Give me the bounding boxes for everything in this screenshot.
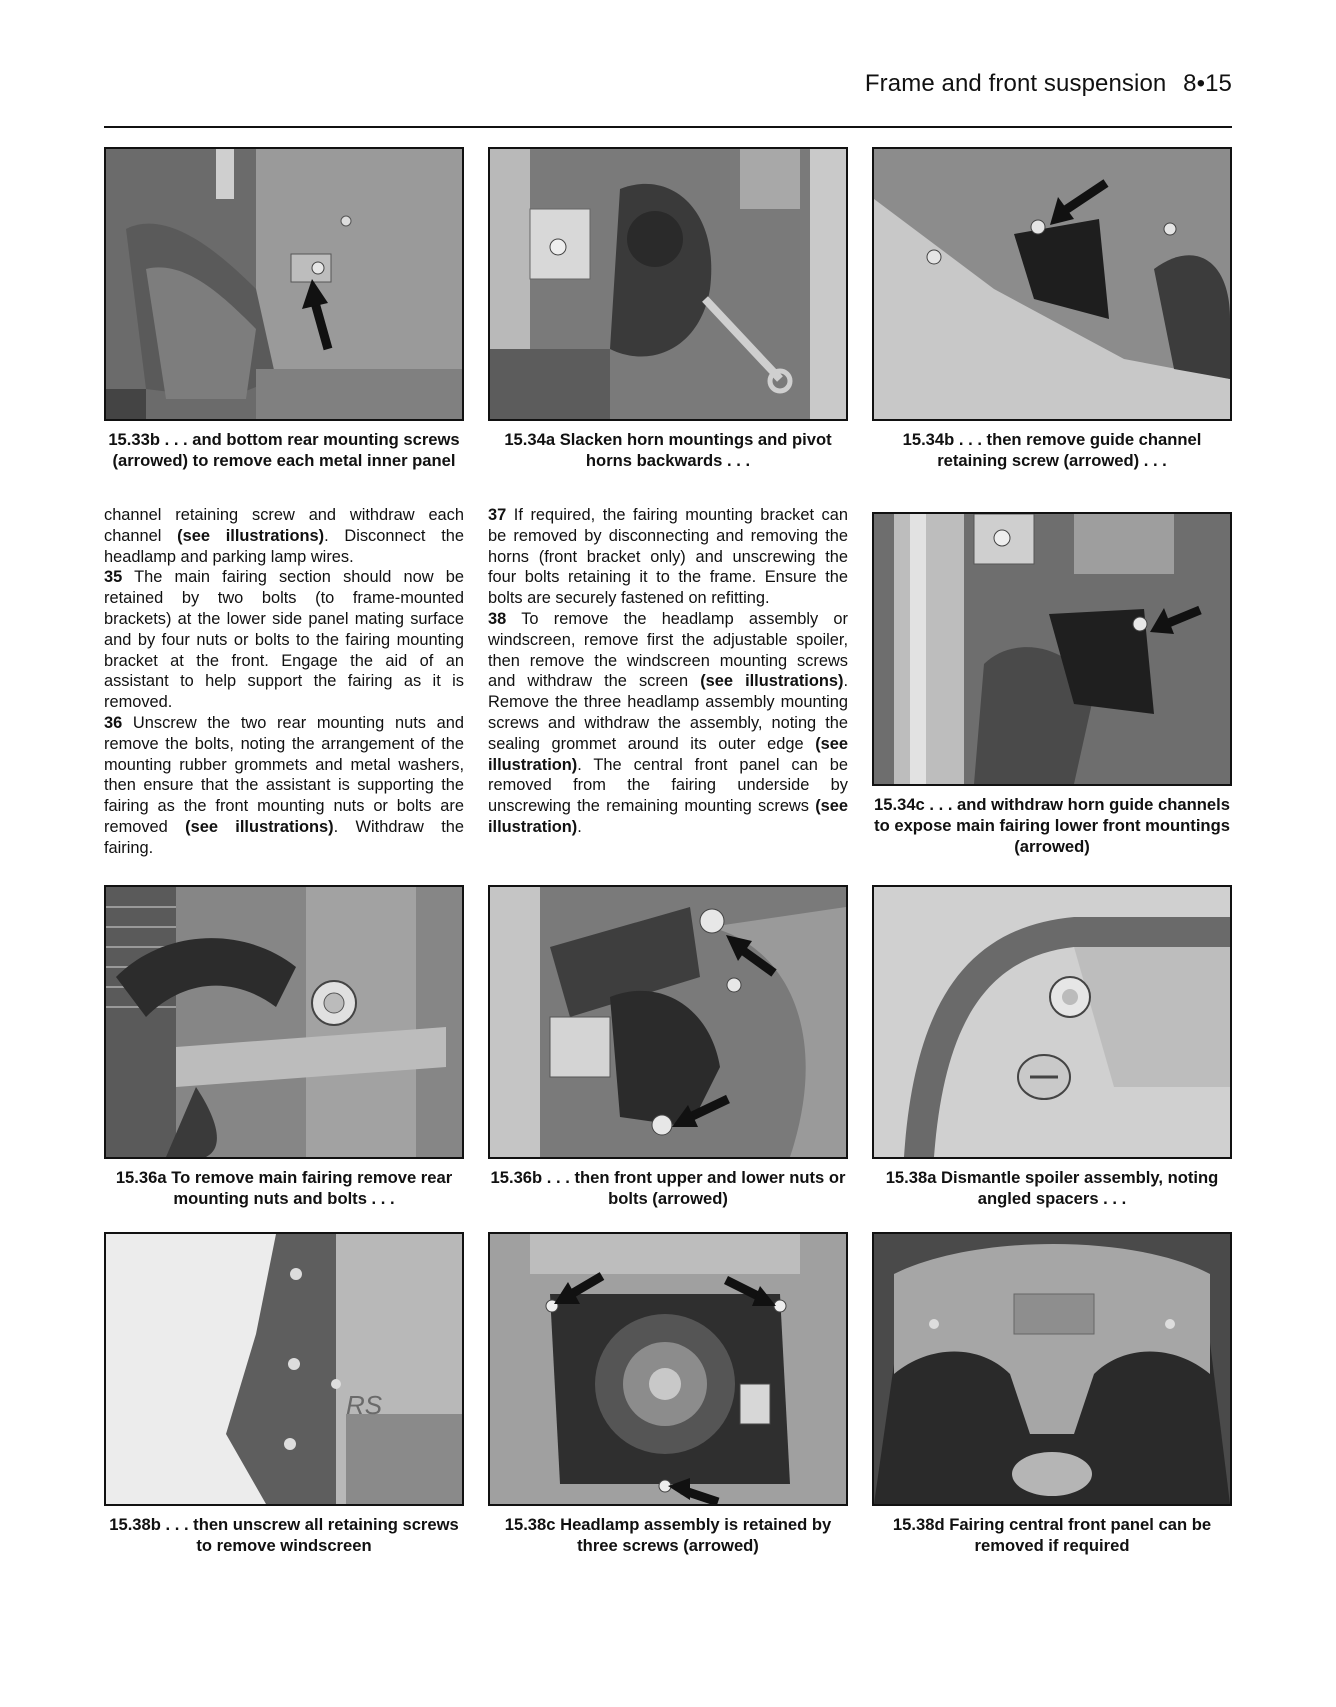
photo-horn-mountings xyxy=(488,147,848,421)
text-run: . Withdraw the fairing. xyxy=(104,817,464,857)
cross-reference: (see illustration) xyxy=(488,797,848,836)
photo-windscreen-screws xyxy=(104,1232,464,1506)
figure-caption: 15.36a To remove main fairing remove rear mounting nuts and bolts . . . xyxy=(115,1168,453,1208)
front-mounting-illustration xyxy=(490,887,846,1157)
text-run: To remove the headlamp assembly or windscreen, remove first the adjustable spoiler, then remove the windscreen mounting screws and withdraw the screen xyxy=(488,609,848,691)
text-run: Unscrew the two rear mounting nuts and remove the bolts, noting the arrangement of the mounting rubber grommets and metal washers, then ensure that the assistant is supporting the fairing as the front mounting nuts or bolts are removed xyxy=(104,713,464,836)
running-header xyxy=(0,70,1232,98)
cross-reference: (see illustration) xyxy=(488,734,848,774)
figure-15-34b xyxy=(872,147,1232,471)
guide-channel-illustration xyxy=(874,149,1230,419)
rs-badge: RS xyxy=(346,1390,383,1420)
text-column-1 xyxy=(104,505,464,859)
figure-15-33b xyxy=(104,147,464,471)
step-number: 38 xyxy=(488,609,507,628)
text-run: . The central front panel can be removed from the fairing underside by unscrewing the remaining mounting screws xyxy=(488,755,848,816)
photo-inner-panel-screw xyxy=(104,147,464,421)
paragraph-36 xyxy=(104,713,464,859)
windscreen-illustration xyxy=(106,1234,462,1504)
step-number: 35 xyxy=(104,568,123,587)
rear-mounting-illustration xyxy=(106,887,462,1157)
header-rule xyxy=(104,126,1232,128)
photo-front-nuts-bolts xyxy=(488,885,848,1159)
section-title: Frame and front suspension xyxy=(864,70,1167,97)
figure-15-38c xyxy=(488,1232,848,1556)
figure-caption: 15.38a Dismantle spoiler assembly, noting angled spacers . . . xyxy=(885,1168,1219,1208)
figure-15-34c xyxy=(872,512,1232,857)
horn-illustration xyxy=(490,149,846,419)
figure-caption: 15.33b . . . and bottom rear mounting screws (arrowed) to remove each metal inner panel xyxy=(108,430,460,470)
cross-reference: (see illustrations) xyxy=(185,817,334,836)
step-number: 37 xyxy=(488,506,507,524)
figure-caption: 15.38d Fairing central front panel can be removed if required xyxy=(892,1515,1212,1555)
photo-central-front-panel xyxy=(872,1232,1232,1506)
figure-caption: 15.38b . . . then unscrew all retaining screws to remove windscreen xyxy=(109,1515,459,1555)
text-run: If required, the fairing mounting bracket can be removed by disconnecting and removing the horns (front bracket only) and unscrewing the four bolts retaining it to the frame. Ensure the bolts are securely fastened on refitting. xyxy=(488,506,848,608)
photo-guide-channel-screw xyxy=(872,147,1232,421)
paragraph-35 xyxy=(104,567,464,713)
figure-caption: 15.36b . . . then front upper and lower nuts or bolts (arrowed) xyxy=(490,1168,846,1208)
text-run: channel retaining screw and withdraw each channel xyxy=(104,506,464,545)
paragraph-continuation xyxy=(104,505,464,567)
text-run: . Remove the three headlamp assembly mounting screws and withdraw the assembly, noting the sealing grommet around its outer edge xyxy=(488,672,848,753)
photo-horn-guide-channels xyxy=(872,512,1232,786)
headlamp-illustration xyxy=(490,1234,846,1504)
spoiler-illustration xyxy=(874,887,1230,1157)
text-run: . xyxy=(577,817,582,836)
horn-guide-illustration xyxy=(874,514,1230,784)
text-run: The main fairing section should now be retained by two bolts (to frame-mounted brackets) at the lower side panel mating surface and by four nuts or bolts to the fairing mounting bracket at the front. Engage the aid of an assistant to help support the fairing as it is removed. xyxy=(104,568,464,712)
figure-caption: 15.34b . . . then remove guide channel retaining screw (arrowed) . . . xyxy=(902,430,1202,470)
figure-15-36a xyxy=(104,885,464,1209)
figure-15-34a xyxy=(488,147,848,471)
inner-panel-illustration xyxy=(106,149,462,419)
figure-caption: 15.34a Slacken horn mountings and pivot horns backwards . . . xyxy=(504,430,832,470)
cross-reference: (see illustrations) xyxy=(177,526,325,545)
photo-spoiler-assembly xyxy=(872,885,1232,1159)
figure-15-38a xyxy=(872,885,1232,1209)
figure-15-38b xyxy=(104,1232,464,1556)
paragraph-37 xyxy=(488,505,848,609)
paragraph-38 xyxy=(488,609,848,838)
cross-reference: (see illustrations) xyxy=(700,672,844,691)
page-number: 8•15 xyxy=(1183,70,1232,97)
figure-caption: 15.34c . . . and withdraw horn guide channels to expose main fairing lower front mountings (arrowed) xyxy=(874,795,1230,856)
photo-rear-mounting-nuts xyxy=(104,885,464,1159)
text-run: . Disconnect the headlamp and parking lamp wires. xyxy=(104,526,464,566)
photo-headlamp-screws xyxy=(488,1232,848,1506)
step-number: 36 xyxy=(104,713,123,732)
figure-15-38d xyxy=(872,1232,1232,1556)
figure-15-36b xyxy=(488,885,848,1209)
figure-caption: 15.38c Headlamp assembly is retained by three screws (arrowed) xyxy=(504,1515,832,1555)
text-column-2 xyxy=(488,505,848,838)
central-panel-illustration xyxy=(874,1234,1230,1504)
